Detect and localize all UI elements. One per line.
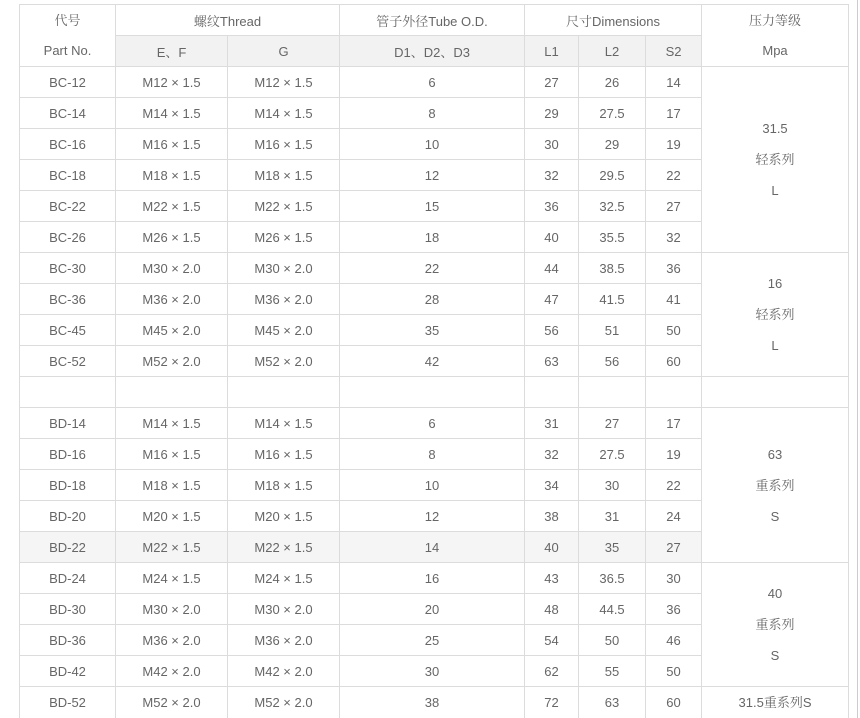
- cell-tube-od: 6: [340, 67, 525, 98]
- pressure-line: 31.5: [762, 121, 788, 136]
- cell-thread-g: M52 × 2.0: [228, 346, 340, 377]
- cell-l1: 31: [525, 408, 579, 439]
- cell-l1: 40: [525, 532, 579, 563]
- pressure-group-cell: [702, 253, 849, 377]
- cell-l2: 32.5: [579, 191, 646, 222]
- cell-s2: 17: [646, 98, 702, 129]
- pressure-line: 轻系列: [755, 152, 795, 167]
- pressure-line: L: [771, 183, 779, 198]
- cell-l1: 36: [525, 191, 579, 222]
- cell-part-no: BD-16: [20, 439, 116, 470]
- header-pressure-unit: Mpa: [762, 42, 788, 58]
- cell-thread-ef: M42 × 2.0: [116, 656, 228, 687]
- header-thread-g: G: [228, 36, 340, 67]
- cell-s2: 41: [646, 284, 702, 315]
- cell-thread-g: M36 × 2.0: [228, 625, 340, 656]
- cell-l2: 27.5: [579, 98, 646, 129]
- header-pressure: [702, 5, 849, 67]
- header-part-no: [20, 5, 116, 67]
- cell-l2: 38.5: [579, 253, 646, 284]
- cell-l1: 47: [525, 284, 579, 315]
- cell-thread-ef: M18 × 1.5: [116, 160, 228, 191]
- cell-part-no: BD-30: [20, 594, 116, 625]
- pressure-line: S: [770, 648, 780, 663]
- cell-tube-od: 42: [340, 346, 525, 377]
- pressure-line: 63: [767, 446, 783, 462]
- header-l2: L2: [579, 36, 646, 67]
- cell-part-no: BC-30: [20, 253, 116, 284]
- header-s2: S2: [646, 36, 702, 67]
- cell-l1: 27: [525, 67, 579, 98]
- cell-l2: 56: [579, 346, 646, 377]
- cell-l1: 44: [525, 253, 579, 284]
- cell-s2: 22: [646, 160, 702, 191]
- cell-l1: 56: [525, 315, 579, 346]
- cell-thread-ef: M20 × 1.5: [116, 501, 228, 532]
- cell-s2: 27: [646, 532, 702, 563]
- pressure-line: 31.5重系列S: [738, 695, 812, 710]
- cell-thread-ef: M12 × 1.5: [116, 67, 228, 98]
- cell-l1: 40: [525, 222, 579, 253]
- cell-tube-od: 18: [340, 222, 525, 253]
- spec-table: [19, 4, 849, 718]
- pressure-group-cell: [702, 408, 849, 563]
- pressure-line: 轻系列: [755, 307, 795, 322]
- cell-s2: 17: [646, 408, 702, 439]
- cell-thread-g: M18 × 1.5: [228, 470, 340, 501]
- cell-s2: 22: [646, 470, 702, 501]
- cell-thread-g: M30 × 2.0: [228, 594, 340, 625]
- pressure-line: 16: [767, 276, 783, 291]
- cell-l2: 50: [579, 625, 646, 656]
- pressure-line: 40: [767, 586, 783, 601]
- cell-l1: 63: [525, 346, 579, 377]
- cell-part-no: BD-52: [20, 687, 116, 718]
- cell-s2: 46: [646, 625, 702, 656]
- cell-part-no: [20, 377, 116, 408]
- cell-thread-ef: M45 × 2.0: [116, 315, 228, 346]
- header-thread: 螺纹Thread: [116, 5, 340, 36]
- cell-thread-ef: M22 × 1.5: [116, 532, 228, 563]
- cell-part-no: BC-52: [20, 346, 116, 377]
- pressure-group-cell: [702, 377, 849, 408]
- header-tube-od-sub: D1、D2、D3: [340, 36, 525, 67]
- cell-l1: 32: [525, 439, 579, 470]
- cell-s2: 30: [646, 563, 702, 594]
- header-l1: L1: [525, 36, 579, 67]
- cell-part-no: BC-36: [20, 284, 116, 315]
- cell-thread-ef: M52 × 2.0: [116, 687, 228, 718]
- cell-thread-g: M16 × 1.5: [228, 129, 340, 160]
- cell-l2: 27.5: [579, 439, 646, 470]
- cell-l2: 51: [579, 315, 646, 346]
- cell-l1: 54: [525, 625, 579, 656]
- cell-thread-g: M14 × 1.5: [228, 98, 340, 129]
- cell-thread-ef: M16 × 1.5: [116, 129, 228, 160]
- header-pressure-cn: 压力等级: [749, 12, 802, 28]
- cell-part-no: BD-22: [20, 532, 116, 563]
- cell-tube-od: 12: [340, 160, 525, 191]
- cell-tube-od: 12: [340, 501, 525, 532]
- cell-l2: 36.5: [579, 563, 646, 594]
- cell-thread-g: M22 × 1.5: [228, 191, 340, 222]
- cell-tube-od: 35: [340, 315, 525, 346]
- cell-s2: 36: [646, 594, 702, 625]
- cell-s2: 19: [646, 129, 702, 160]
- pressure-line: 重系列: [755, 617, 795, 632]
- cell-part-no: BC-26: [20, 222, 116, 253]
- cell-thread-ef: M14 × 1.5: [116, 98, 228, 129]
- cell-part-no: BC-14: [20, 98, 116, 129]
- cell-tube-od: 14: [340, 532, 525, 563]
- cell-thread-g: M30 × 2.0: [228, 253, 340, 284]
- cell-l2: 55: [579, 656, 646, 687]
- header-row-1: [20, 5, 849, 36]
- cell-tube-od: 28: [340, 284, 525, 315]
- cell-thread-g: [228, 377, 340, 408]
- page-edge-divider: [857, 0, 858, 718]
- cell-l2: 35: [579, 532, 646, 563]
- cell-thread-ef: M52 × 2.0: [116, 346, 228, 377]
- cell-l1: 62: [525, 656, 579, 687]
- cell-s2: 50: [646, 315, 702, 346]
- cell-thread-ef: M24 × 1.5: [116, 563, 228, 594]
- cell-thread-g: M45 × 2.0: [228, 315, 340, 346]
- table-row-bc-30: [20, 253, 849, 284]
- cell-part-no: BC-22: [20, 191, 116, 222]
- cell-l2: 41.5: [579, 284, 646, 315]
- cell-l2: 44.5: [579, 594, 646, 625]
- cell-thread-g: M14 × 1.5: [228, 408, 340, 439]
- cell-l1: 32: [525, 160, 579, 191]
- table-header: [20, 5, 849, 67]
- cell-thread-ef: M30 × 2.0: [116, 594, 228, 625]
- cell-part-no: BD-14: [20, 408, 116, 439]
- cell-l2: 29.5: [579, 160, 646, 191]
- cell-tube-od: 8: [340, 98, 525, 129]
- cell-thread-ef: [116, 377, 228, 408]
- header-part-no-en: Part No.: [43, 42, 92, 58]
- cell-l1: 34: [525, 470, 579, 501]
- cell-part-no: BD-18: [20, 470, 116, 501]
- cell-s2: 32: [646, 222, 702, 253]
- cell-part-no: BC-12: [20, 67, 116, 98]
- cell-tube-od: 22: [340, 253, 525, 284]
- cell-l2: 30: [579, 470, 646, 501]
- cell-l2: 29: [579, 129, 646, 160]
- cell-tube-od: 25: [340, 625, 525, 656]
- cell-l2: 31: [579, 501, 646, 532]
- cell-thread-ef: M36 × 2.0: [116, 284, 228, 315]
- cell-thread-ef: M22 × 1.5: [116, 191, 228, 222]
- cell-thread-g: M42 × 2.0: [228, 656, 340, 687]
- table-body: [20, 67, 849, 718]
- cell-thread-g: M18 × 1.5: [228, 160, 340, 191]
- cell-l2: 63: [579, 687, 646, 718]
- cell-l1: 29: [525, 98, 579, 129]
- cell-thread-g: M52 × 2.0: [228, 687, 340, 718]
- pressure-group-cell: [702, 67, 849, 253]
- cell-thread-g: M12 × 1.5: [228, 67, 340, 98]
- cell-s2: 60: [646, 346, 702, 377]
- cell-tube-od: 6: [340, 408, 525, 439]
- cell-l1: 38: [525, 501, 579, 532]
- header-tube-od: 管子外径Tube O.D.: [340, 5, 525, 36]
- cell-s2: 36: [646, 253, 702, 284]
- cell-tube-od: 10: [340, 129, 525, 160]
- cell-l1: 72: [525, 687, 579, 718]
- table-row-bc-12: [20, 67, 849, 98]
- cell-thread-g: M20 × 1.5: [228, 501, 340, 532]
- table-row-bd-24: [20, 563, 849, 594]
- cell-tube-od: 10: [340, 470, 525, 501]
- cell-part-no: BC-18: [20, 160, 116, 191]
- cell-part-no: BC-16: [20, 129, 116, 160]
- cell-l2: [579, 377, 646, 408]
- cell-thread-g: M26 × 1.5: [228, 222, 340, 253]
- cell-thread-g: M16 × 1.5: [228, 439, 340, 470]
- cell-s2: 14: [646, 67, 702, 98]
- cell-l2: 26: [579, 67, 646, 98]
- header-thread-ef: E、F: [116, 36, 228, 67]
- table-row-bd-14: [20, 408, 849, 439]
- cell-part-no: BD-20: [20, 501, 116, 532]
- cell-tube-od: 15: [340, 191, 525, 222]
- cell-part-no: BD-24: [20, 563, 116, 594]
- pressure-line: S: [770, 508, 780, 524]
- cell-part-no: BC-45: [20, 315, 116, 346]
- cell-thread-g: M36 × 2.0: [228, 284, 340, 315]
- cell-s2: [646, 377, 702, 408]
- cell-thread-g: M24 × 1.5: [228, 563, 340, 594]
- cell-s2: 60: [646, 687, 702, 718]
- cell-tube-od: 20: [340, 594, 525, 625]
- table-row-empty: [20, 377, 849, 408]
- cell-thread-ef: M36 × 2.0: [116, 625, 228, 656]
- cell-thread-ef: M30 × 2.0: [116, 253, 228, 284]
- pressure-group-cell: [702, 687, 849, 718]
- cell-s2: 50: [646, 656, 702, 687]
- header-part-no-cn: 代号: [54, 12, 81, 28]
- cell-thread-ef: M18 × 1.5: [116, 470, 228, 501]
- cell-thread-ef: M14 × 1.5: [116, 408, 228, 439]
- pressure-line: 重系列: [755, 477, 795, 493]
- cell-thread-ef: M16 × 1.5: [116, 439, 228, 470]
- cell-s2: 27: [646, 191, 702, 222]
- table-row-bd-52: [20, 687, 849, 718]
- header-dimensions: 尺寸Dimensions: [525, 5, 702, 36]
- cell-l2: 27: [579, 408, 646, 439]
- cell-thread-ef: M26 × 1.5: [116, 222, 228, 253]
- cell-s2: 24: [646, 501, 702, 532]
- cell-tube-od: 38: [340, 687, 525, 718]
- cell-tube-od: 8: [340, 439, 525, 470]
- cell-l1: 48: [525, 594, 579, 625]
- cell-l1: 30: [525, 129, 579, 160]
- pressure-line: L: [771, 338, 779, 353]
- cell-thread-g: M22 × 1.5: [228, 532, 340, 563]
- cell-tube-od: 30: [340, 656, 525, 687]
- cell-s2: 19: [646, 439, 702, 470]
- cell-l1: [525, 377, 579, 408]
- cell-tube-od: 16: [340, 563, 525, 594]
- pressure-group-cell: [702, 563, 849, 687]
- cell-l1: 43: [525, 563, 579, 594]
- cell-tube-od: [340, 377, 525, 408]
- cell-l2: 35.5: [579, 222, 646, 253]
- cell-part-no: BD-36: [20, 625, 116, 656]
- cell-part-no: BD-42: [20, 656, 116, 687]
